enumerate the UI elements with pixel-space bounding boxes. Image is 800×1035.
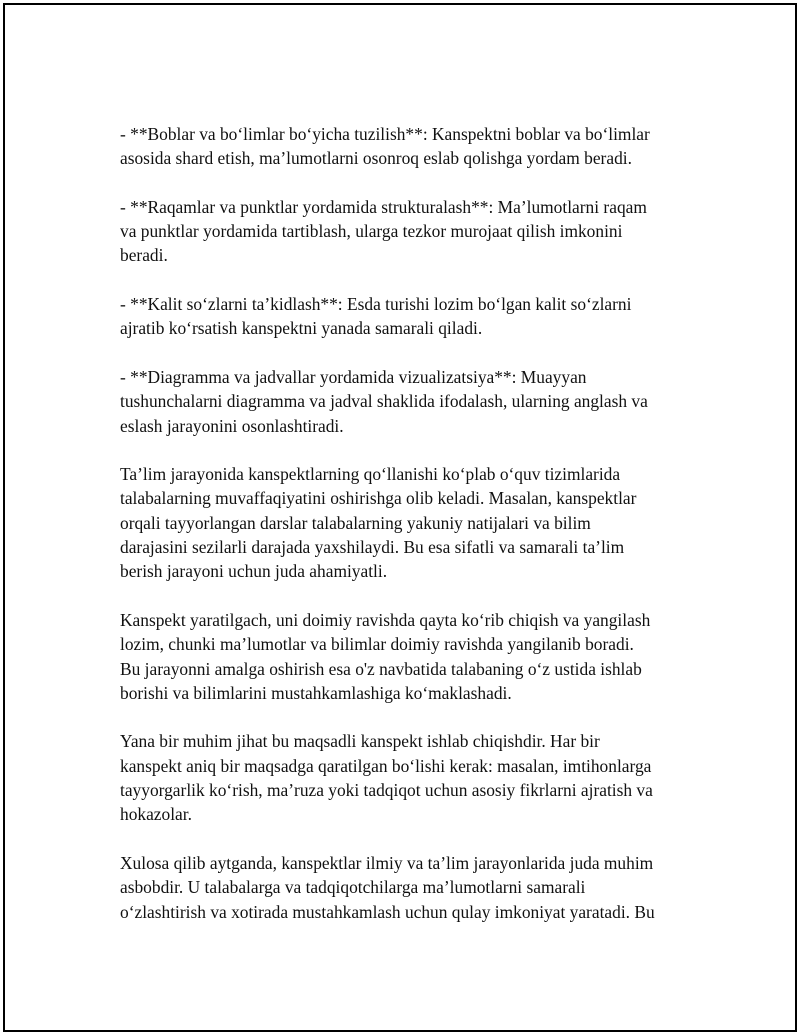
document-page bbox=[3, 3, 797, 1032]
paragraph-numbering-bullets: - **Raqamlar va punktlar yordamida strukturalash**: Ma’lumotlarni raqam va punktlar yordamida tartiblash, ularga tezkor murojaat qilish imkonini beradi. bbox=[120, 196, 647, 266]
paragraph-visualization: - **Diagramma va jadvallar yordamida vizualizatsiya**: Muayyan tushunchalarni diagramma va jadval shaklida ifodalash, ularning anglash va eslash jarayonini osonlashtiradi. bbox=[120, 366, 648, 436]
paragraph-purposeful-notes: Yana bir muhim jihat bu maqsadli kanspekt ishlab chiqishdir. Har bir kanspekt aniq bir maqsadga qaratilgan bo‘lishi kerak: masalan, imtihonlarga tayyorgarlik ko‘rish, ma’ruza yoki tadqiqot uchun asosiy fikrlarni ajratish va hokazolar. bbox=[120, 731, 653, 825]
paragraph-review-update: Kanspekt yaratilgach, uni doimiy ravishda qayta ko‘rib chiqish va yangilash lozim, chunki ma’lumotlar va bilimlar doimiy ravishda yangilanib boradi. Bu jarayonni amalga oshirish esa o'z navbatida talabaning o‘z ustida ishlab borishi va bilimlarini mustahkamlashiga ko‘maklashadi. bbox=[120, 609, 651, 703]
paragraph-keyword-highlighting: - **Kalit so‘zlarni ta’kidlash**: Esda turishi lozim bo‘lgan kalit so‘zlarni ajratib ko‘rsatish kanspektni yanada samarali qiladi. bbox=[120, 294, 632, 339]
paragraph-structure-chapters: - **Boblar va bo‘limlar bo‘yicha tuzilish**: Kanspektni boblar va bo‘limlar asosida shard etish, ma’lumotlarni osonroq eslab qolishga yordam beradi. bbox=[120, 124, 650, 169]
paragraph-conclusion: Xulosa qilib aytganda, kanspektlar ilmiy va ta’lim jarayonlarida juda muhim asbobdir. U talabalarga va tadqiqotchilarga ma’lumotlarni samarali o‘zlashtirish va xotirada mustahkamlash uchun qulay imkoniyat yaratadi. Bu bbox=[120, 852, 655, 922]
document-body bbox=[120, 122, 685, 924]
paragraph-education-usage: Ta’lim jarayonida kanspektlarning qo‘llanishi ko‘plab o‘quv tizimlarida talabalarning muvaffaqiyatini oshirishga olib keladi. Masalan, kanspektlar orqali tayyorlangan darslar talabalarning yakuniy natijalari va bilim darajasini sezilarli darajada yaxshilaydi. Bu esa sifatli va samarali ta’lim berish jarayoni uchun juda ahamiyatli. bbox=[120, 464, 637, 582]
